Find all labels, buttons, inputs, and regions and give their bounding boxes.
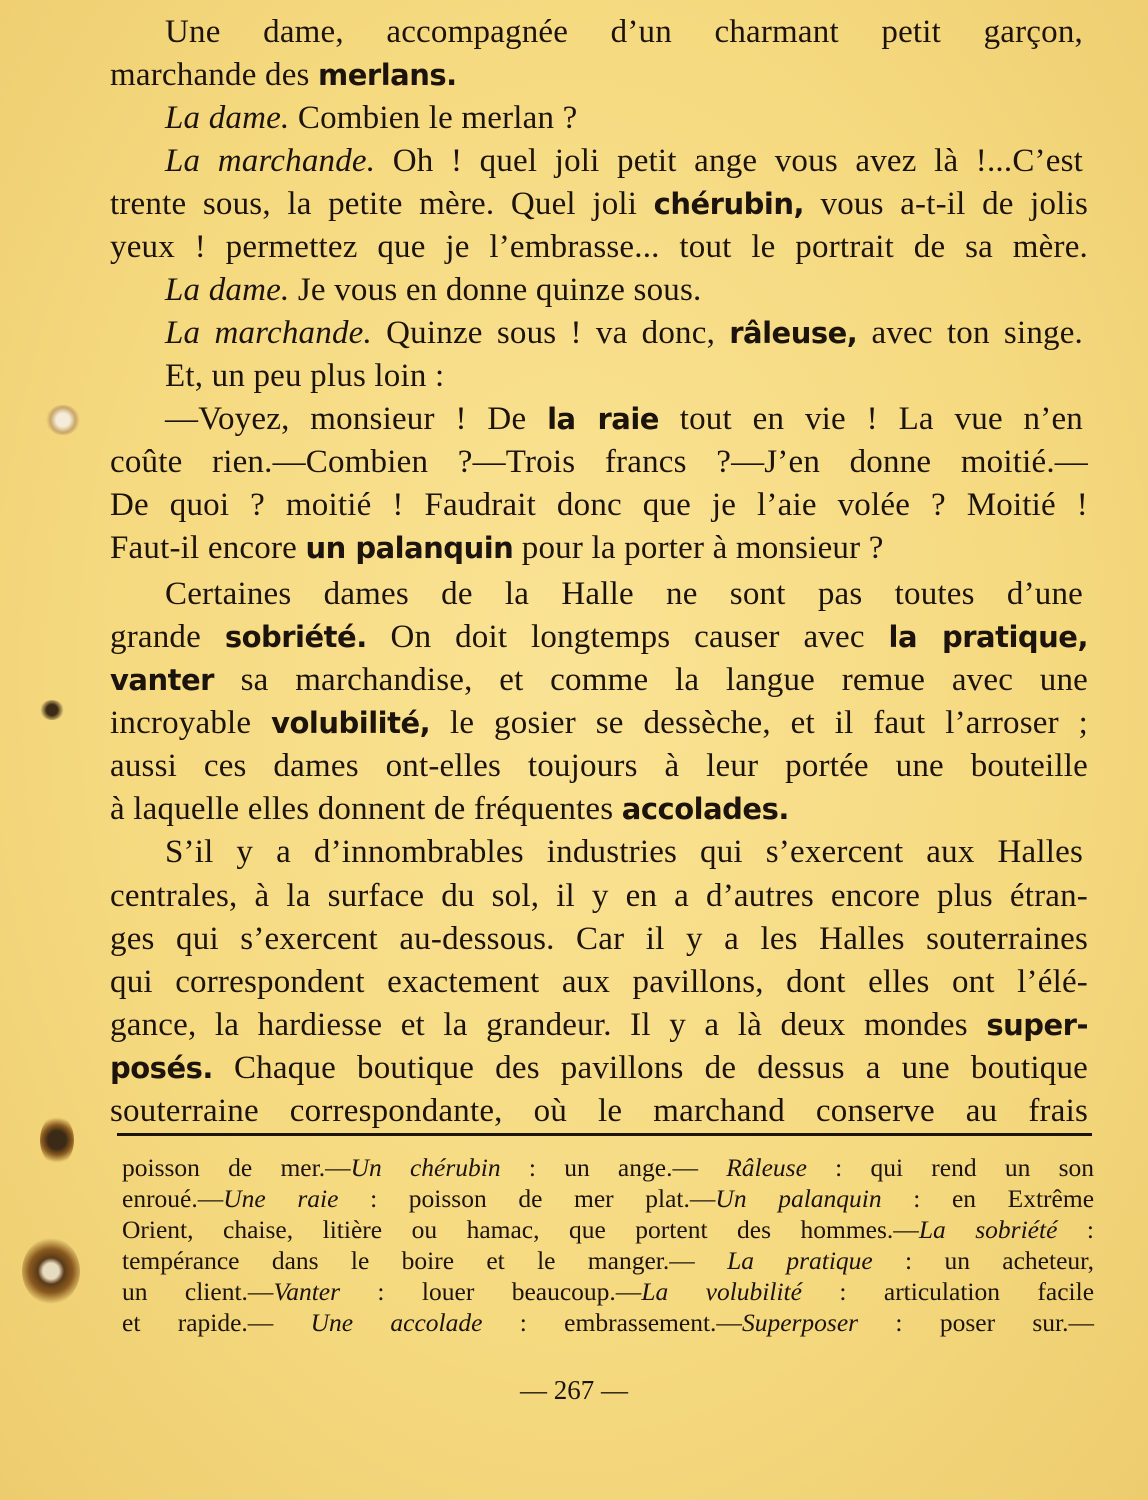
glossary-term: accolades. <box>621 792 789 826</box>
glossary-term: volubilité, <box>271 706 431 740</box>
binding-hole-stain <box>46 405 80 435</box>
text-line: aussi ces dames ont-elles toujours à leur portée une bouteille <box>110 748 1088 784</box>
text-line: De quoi ? moitié ! Faudrait donc que je l’aie volée ? Moitié ! <box>110 487 1088 523</box>
text-line: yeux ! permettez que je l’embrasse... tout le portrait de sa mère. <box>110 229 1088 265</box>
glossary-term: un palanquin <box>305 531 514 565</box>
text-line: gance, la hardiesse et la grandeur. Il y a là deux mondes super- <box>110 1007 1088 1043</box>
footnote-line: tempérance dans le boire et le manger.— La pratique : un acheteur, <box>122 1246 1094 1275</box>
binding-hole-stain <box>22 1238 80 1304</box>
text-line: La dame. Je vous en donne quinze sous. <box>165 272 702 308</box>
text-line: Une dame, accompagnée d’un charmant petit garçon, <box>165 14 1083 50</box>
glossary-term: super- <box>986 1008 1088 1042</box>
text-line: qui correspondent exactement aux pavillons, dont elles ont l’élé- <box>110 964 1088 1000</box>
glossary-term: posés. <box>110 1051 213 1085</box>
speaker-label: La marchande. <box>165 143 376 179</box>
footnote-line: enroué.—Une raie : poisson de mer plat.—Un palanquin : en Extrême <box>122 1184 1095 1213</box>
text-line: La dame. Combien le merlan ? <box>165 100 578 136</box>
text-line: marchande des merlans. <box>110 57 457 93</box>
text-line: incroyable volubilité, le gosier se dessèche, et il faut l’arroser ; <box>110 705 1088 741</box>
text-line: centrales, à la surface du sol, il y en a d’autres encore plus étran- <box>110 878 1088 914</box>
footnote-line: un client.—Vanter : louer beaucoup.—La volubilité : articulation facile <box>122 1277 1095 1306</box>
text-line: ges qui s’exercent au-dessous. Car il y a les Halles souterraines <box>110 921 1088 957</box>
speaker-label: La marchande. <box>165 315 372 351</box>
footnote-line: et rapide.— Une accolade : embrassement.—Superposer : poser sur.— <box>122 1308 1095 1337</box>
glossary-term: chérubin, <box>653 187 804 221</box>
text-line: grande sobriété. On doit longtemps causer avec la pratique, <box>110 619 1088 655</box>
glossary-term: la pratique, <box>888 620 1088 654</box>
text-line: S’il y a d’innombrables industries qui s’exercent aux Halles <box>165 834 1083 870</box>
text-line: La marchande. Oh ! quel joli petit ange vous avez là !...C’est <box>165 143 1083 179</box>
glossary-term: râleuse, <box>729 316 858 350</box>
glossary-term: merlans. <box>318 58 457 92</box>
text-line: Certaines dames de la Halle ne sont pas toutes d’une <box>165 576 1083 612</box>
text-line: La marchande. Quinze sous ! va donc, râleuse, avec ton singe. <box>165 315 1084 351</box>
text-line: trente sous, la petite mère. Quel joli chérubin, vous a-t-il de jolis <box>110 186 1089 222</box>
text-line: coûte rien.—Combien ?—Trois francs ?—J’en donne moitié.— <box>110 444 1088 480</box>
glossary-term: vanter <box>110 663 214 697</box>
speaker-label: La dame. <box>165 100 290 136</box>
binding-hole-stain <box>40 700 64 720</box>
binding-hole-stain <box>40 1115 74 1165</box>
glossary-term: sobriété. <box>224 620 367 654</box>
text-line: à laquelle elles donnent de fréquentes accolades. <box>110 791 789 827</box>
text-line: souterraine correspondante, où le marchand conserve au frais <box>110 1093 1088 1129</box>
footnote-divider <box>117 1133 1092 1136</box>
text-line: posés. Chaque boutique des pavillons de dessus a une boutique <box>110 1050 1088 1086</box>
text-line: vanter sa marchandise, et comme la langue remue avec une <box>110 662 1088 698</box>
text-line: Faut-il encore un palanquin pour la porter à monsieur ? <box>110 530 884 566</box>
speaker-label: La dame. <box>165 272 290 308</box>
page-number: — 267 — <box>520 1375 628 1405</box>
footnote-line: Orient, chaise, litière ou hamac, que portent des hommes.—La sobriété : <box>122 1215 1094 1244</box>
footnote-line: poisson de mer.—Un chérubin : un ange.— Râleuse : qui rend un son <box>122 1153 1094 1182</box>
glossary-term: la raie <box>547 402 659 436</box>
text-line: —Voyez, monsieur ! De la raie tout en vie ! La vue n’en <box>165 401 1083 437</box>
text-line: Et, un peu plus loin : <box>165 358 445 394</box>
